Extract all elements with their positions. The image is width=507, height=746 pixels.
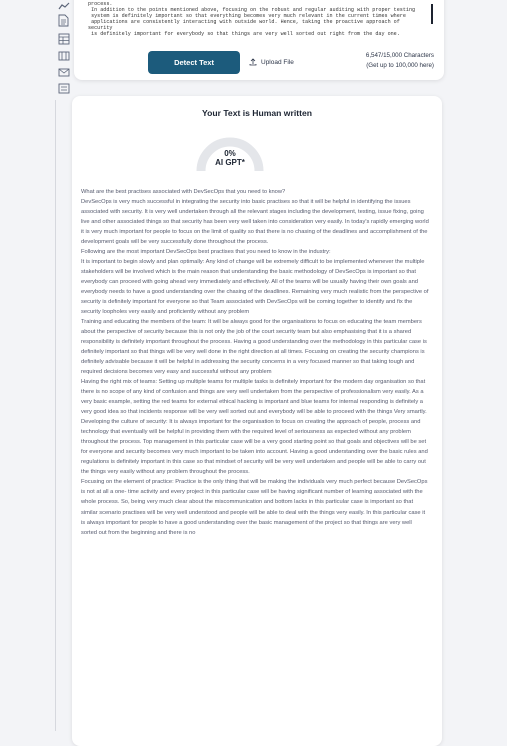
analyzed-paragraph: What are the best practises associated with DevSecOps that you need to know? bbox=[81, 189, 286, 195]
analyzed-paragraph: It is important to begin slowly and plan optimally: Any kind of change will be extremely difficult to be implemented whenever the multiple stakeholders will be involved which is the main reason that understanding the basic methodology of DevSecOps is important so that everybody can proceed with going ahead very immediately and effectively. All of the teams will be usually having their own goals and everybody needs to have a good understanding over the chasing of the deadlines. Remaining very much realistic from the perspective of security is definitely important for everyone so that Team associated with DevSecOps will be coming together to identify and fix the security loopholes very easily and proficiently without any problem bbox=[81, 259, 429, 316]
result-title: Your Text is Human written bbox=[202, 108, 312, 118]
character-count: 6,547/15,000 Characters bbox=[365, 52, 434, 59]
character-upgrade-link[interactable]: (Get up to 100,000 here) bbox=[366, 61, 434, 69]
ai-score-label: AI GPT* bbox=[215, 158, 245, 167]
scrollbar-thumb[interactable] bbox=[431, 4, 433, 24]
chart-icon[interactable] bbox=[58, 2, 70, 14]
analyzed-text bbox=[81, 187, 429, 538]
mail-icon[interactable] bbox=[58, 67, 70, 79]
editor-card bbox=[74, 0, 444, 80]
result-card bbox=[72, 96, 442, 746]
analyzed-paragraph: Following are the most important DevSecOps best practises that you need to know in the industry: bbox=[81, 249, 331, 256]
table-doc-icon[interactable] bbox=[58, 33, 70, 45]
upload-file-label: Upload File bbox=[261, 59, 294, 66]
analyzed-paragraph: DevSecOps is very much successful in integrating the security into basic practises so that it will be helpful in identifying the issues associated with security. It is very well undertaken through all the relevant stages including the development, testing, issue fixing, going live and other associated things so that security has been very well taken into consideration very easily. In today's rapidly emerging world it is very much important for people to focus on the limit of quality so that there is no chasing of the deadlines and accomplishment of the development goals will be very successfully done throughout the process. bbox=[81, 199, 429, 246]
sidebar-divider bbox=[55, 100, 56, 731]
detect-text-button[interactable]: Detect Text bbox=[148, 51, 240, 74]
upload-icon bbox=[249, 58, 257, 68]
ai-score-percent: 0% bbox=[224, 149, 236, 158]
upload-file-button[interactable] bbox=[249, 51, 294, 74]
analyzed-paragraph: Focusing on the element of practice: Practice is the only thing that will be making the individuals very much perfect because DevSecOps is not at all a one- time activity and every project in this particular case will be having significant number of learning associated with the whole process. So, being very much clear about the miscommunication and bottom lacks in this particular case is important so that similar scenario practises will be very well understood and people will be able to deal with the things very easily. In this particular case it is always important for people to have a good understanding over the basic management of the project so that things are very well sorted out from the beginning and there is no bbox=[81, 479, 428, 536]
character-counter bbox=[366, 51, 434, 70]
grid-icon[interactable] bbox=[58, 51, 70, 63]
analyzed-paragraph: Developing the culture of security: It is always important for the organisation to focus on creating the approach of people, process and technology that eventually will be helpful in providing them with the required level of seriousness as expected without any problem throughout the process. Top management in this particular case will be a very good starting point so that goals and objectives will be set for everyone and security becomes very much important to be taken into account. Having a good understanding over the basic rules and regulations is definitely important in this case so that mindset of security will be very well undertaken and people will be able to carry out the things very easily without any problem throughout the process. bbox=[81, 419, 428, 476]
list-doc-icon[interactable] bbox=[58, 83, 70, 95]
analyzed-paragraph: Having the right mix of teams: Setting up multiple teams for multiple tasks is definitely important for the modern day organisation so that there is no scope of any kind of confusion and things are very well undertaken from the perspective of professionalism very easily. As a very basic example, setting the red teams for external ethical hacking is important and blue teams for internal responding is definitely a very good idea so that incidents response will be very well sorted out and everybody will be able to proceed with the things Very smartly. bbox=[81, 379, 427, 416]
document-icon[interactable] bbox=[58, 14, 70, 26]
analyzed-paragraph: Training and educating the members of the team: It will be always good for the organisations to focus on educating the team members about the perspective of security because this is not only the job of the court security team but also emphasising that it is a shared responsibility is definitely important throughout the process. Having a good understanding over the methodology in this particular case is definitely important so that things will be very well done in the right direction at all times. Focusing on creating the security champions is definitely advisable because it will be helpful in addressing the security concerns in a very focused manner so that taking tough and required decisions becomes very easy and successful without any problem bbox=[81, 319, 427, 376]
text-input-area[interactable]: process. In addition to the points mentioned above, focusing on the robust and regular auditing with proper testing system is definitely important so that everything becomes very much relevant in the current times where applications are consistently interacting with outside world. Hence, taking the proactive approach of security is definitely important for everybody so that things are very well sorted out right from the day one. bbox=[88, 1, 416, 37]
